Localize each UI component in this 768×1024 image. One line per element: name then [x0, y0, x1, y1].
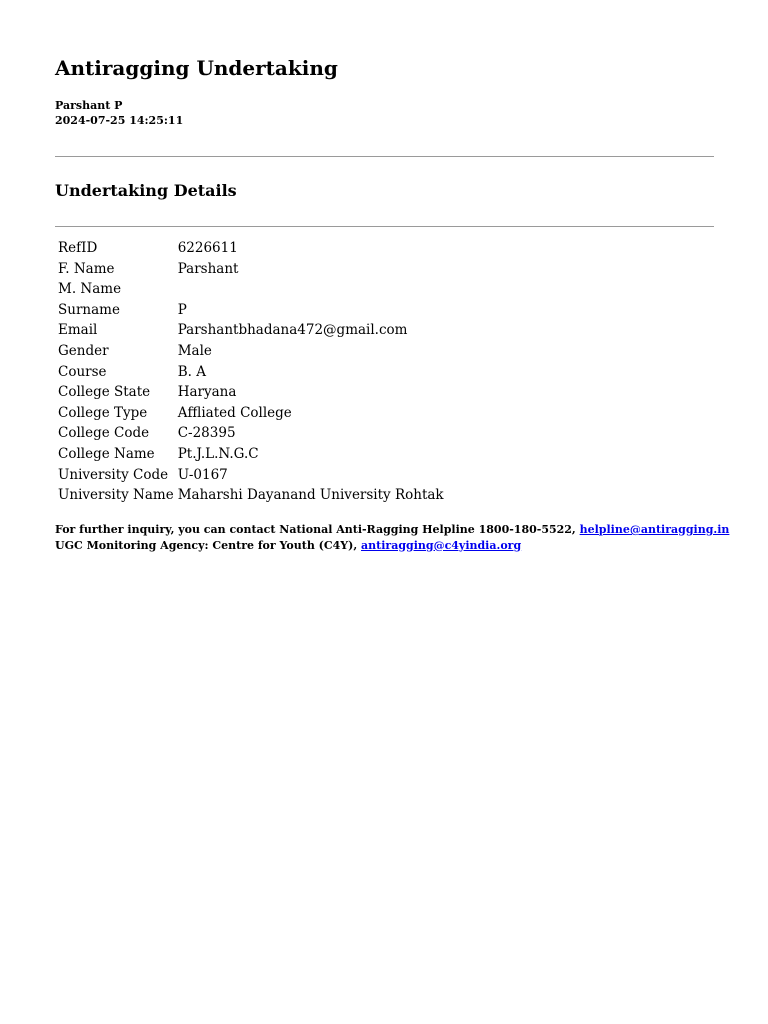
detail-value: Affliated College — [177, 404, 292, 421]
detail-label: College State — [58, 384, 151, 401]
page-title: Antiragging Undertaking — [55, 56, 338, 80]
agency-line — [55, 538, 729, 554]
details-table-body — [56, 238, 446, 506]
footer-contact — [55, 522, 729, 553]
student-name: Parshant P — [55, 99, 123, 112]
table-row — [56, 320, 446, 341]
table-row — [56, 341, 446, 362]
detail-label: College Name — [58, 445, 155, 462]
detail-value: Maharshi Dayanand University Rohtak — [177, 487, 444, 504]
detail-value: Parshant — [177, 260, 239, 277]
detail-value: 6226611 — [177, 240, 238, 256]
detail-label: M. Name — [58, 281, 122, 298]
table-row — [56, 382, 446, 403]
agency-text: UGC Monitoring Agency: Centre for Youth (C4Y), — [55, 538, 358, 552]
details-table — [56, 238, 446, 506]
detail-label: Gender — [58, 342, 109, 359]
table-row — [56, 300, 446, 321]
detail-value — [176, 279, 446, 300]
section-title: Undertaking Details — [55, 181, 237, 200]
detail-value: P — [177, 301, 187, 318]
table-row — [56, 279, 446, 300]
detail-label: RefID — [58, 240, 98, 256]
table-row — [56, 238, 446, 259]
table-row — [56, 465, 446, 486]
table-row — [56, 485, 446, 506]
table-row — [56, 403, 446, 424]
divider-top — [55, 156, 714, 157]
detail-value: U-0167 — [177, 466, 228, 483]
detail-value: Male — [177, 342, 212, 359]
document-meta — [55, 98, 183, 128]
detail-value: Haryana — [177, 384, 237, 401]
detail-value: Parshantbhadana472@gmail.com — [177, 322, 408, 339]
helpline-line — [55, 522, 729, 538]
detail-label: College Code — [58, 425, 150, 442]
detail-label: University Code — [58, 466, 169, 483]
table-row — [56, 444, 446, 465]
detail-label: College Type — [58, 404, 148, 421]
detail-label: F. Name — [58, 260, 115, 277]
detail-label: University Name — [58, 487, 174, 504]
helpline-text: For further inquiry, you can contact National Anti-Ragging Helpline 1800-180-5522, — [55, 523, 576, 536]
detail-value: B. A — [177, 363, 206, 380]
table-row — [56, 259, 446, 280]
detail-label: Email — [58, 322, 98, 339]
table-row — [56, 423, 446, 444]
detail-label: Surname — [58, 301, 120, 318]
helpline-email-link[interactable]: helpline@antiragging.in — [579, 523, 730, 536]
detail-value: Pt.J.L.N.G.C — [177, 445, 259, 462]
divider-section — [55, 226, 714, 227]
timestamp: 2024-07-25 14:25:11 — [55, 114, 184, 127]
agency-email-link[interactable]: antiragging@c4yindia.org — [361, 538, 522, 552]
detail-label: Course — [58, 363, 107, 380]
detail-value: C-28395 — [177, 425, 236, 442]
table-row — [56, 362, 446, 383]
